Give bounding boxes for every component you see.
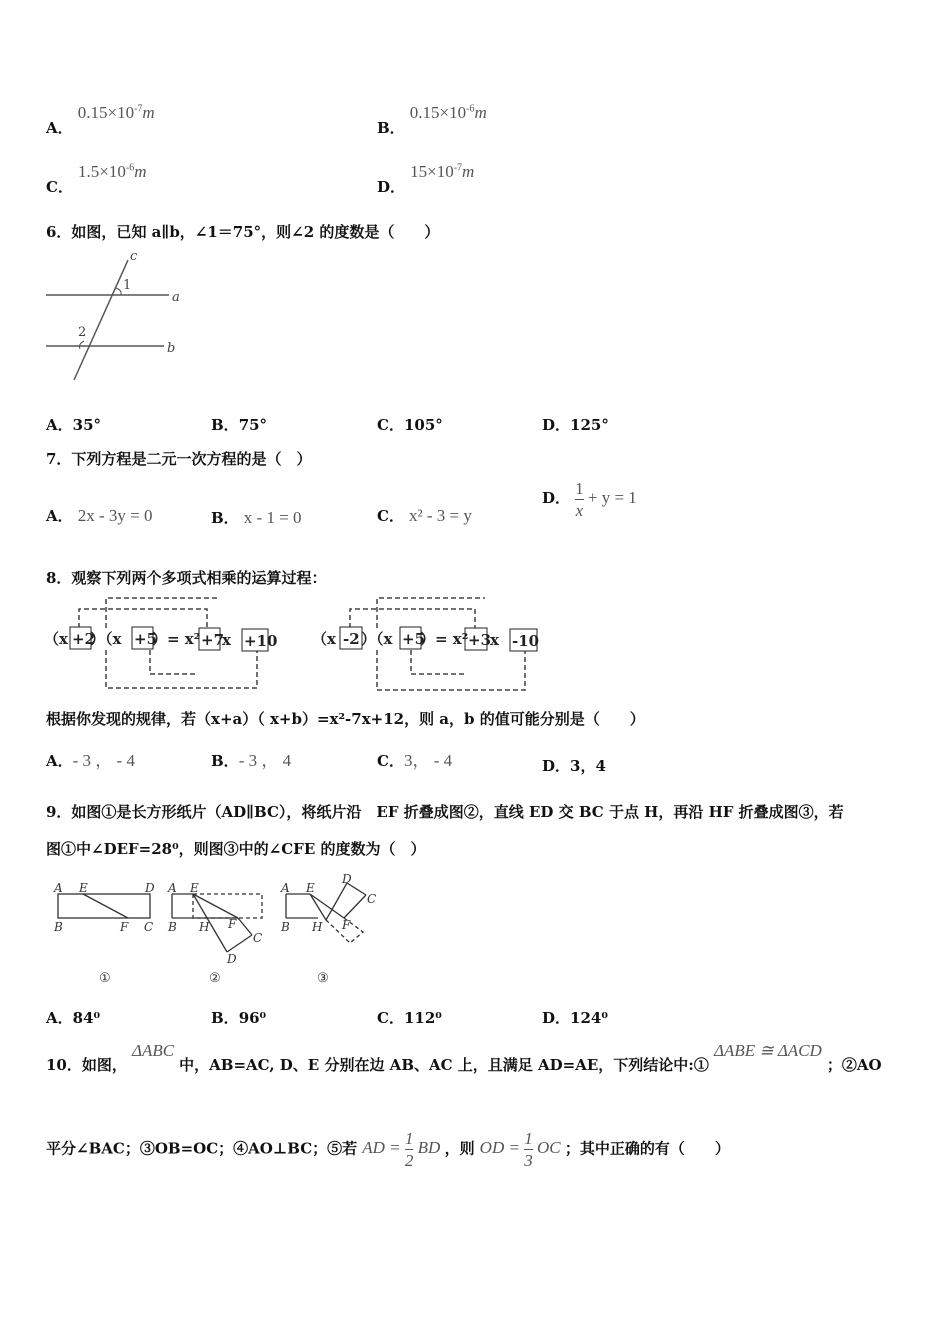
svg-text:（x: （x [44, 630, 68, 648]
svg-text:-10: -10 [512, 632, 540, 650]
q9-line2: 图①中∠DEF=28⁰，则图③中的∠CFE 的度数为（ ） [46, 840, 426, 858]
q8-option-d[interactable]: D．3，4 [542, 757, 606, 775]
svg-text:F: F [120, 920, 129, 934]
q10-line2: 平分∠BAC；③OB=OC；④AO⊥BC；⑤若 AD = $\frac{1}{2}$ BD ，则 OD = $\frac{1}{3}$ OC ；其中正确的有（ ） [46, 1129, 730, 1170]
svg-text:B: B [54, 920, 63, 934]
svg-text:D: D [227, 952, 237, 966]
q8-figure-1 [44, 594, 284, 694]
svg-text:E: E [79, 881, 88, 895]
q5-option-a[interactable] [46, 102, 155, 137]
svg-text:H: H [312, 920, 323, 934]
q7-option-a[interactable]: A． 2x - 3y = 0 [46, 506, 153, 525]
angle-1-label: 1 [123, 278, 132, 293]
svg-text:D: D [342, 872, 352, 886]
option-letter: A． [46, 119, 73, 137]
option-math: $0.15\times 10^{-6}m$ [409, 103, 487, 122]
label-a: a [172, 290, 180, 305]
svg-text:B: B [168, 920, 177, 934]
svg-text:（x: （x [312, 630, 336, 648]
svg-text:+3: +3 [468, 631, 492, 649]
q8-stem: 8．观察下列两个多项式相乘的运算过程： [46, 569, 327, 587]
q6-stem: 6．如图，已知 a∥b，∠1＝75°，则∠2 的度数是（ ） [46, 223, 440, 241]
svg-text:C: C [253, 931, 263, 945]
q9-figure [50, 870, 390, 990]
q9-option-a[interactable]: A．84⁰ [46, 1009, 101, 1027]
q8-option-a[interactable]: A．- 3 ， - 4 [46, 751, 135, 770]
option-letter: D． [377, 178, 406, 196]
q10-line1: 10．如图， ΔABC 中，AB=AC, D、E 分别在边 AB、AC 上，且满足 AD=AE，下列结论中:① ΔABE ≅ ΔACD ；②AO [46, 1041, 882, 1074]
svg-text:H: H [199, 920, 210, 934]
svg-text:x: x [222, 631, 231, 649]
svg-text:F: F [342, 918, 351, 932]
svg-text:D: D [145, 881, 155, 895]
q9-option-d[interactable]: D．124⁰ [542, 1009, 608, 1027]
option-math: $1.5\times 10^{-6}m$ [78, 162, 147, 181]
caption-2: ② [209, 971, 221, 986]
svg-text:）= x²: ）= x² [152, 630, 201, 648]
svg-text:A: A [168, 881, 177, 895]
q5-option-d[interactable] [377, 161, 475, 196]
svg-text:）（x: ）（x [90, 630, 122, 648]
svg-text:E: E [190, 881, 199, 895]
angle-2-label: 2 [78, 325, 87, 340]
svg-text:B: B [281, 920, 290, 934]
q6-option-b[interactable]: B．75° [211, 416, 268, 434]
q7-option-d[interactable]: D． $\frac{1}{x}$ + y = 1 [542, 479, 637, 520]
svg-text:+7: +7 [201, 631, 225, 649]
q7-stem: 7．下列方程是二元一次方程的是（ ） [46, 450, 312, 468]
q9-option-b[interactable]: B．96⁰ [211, 1009, 267, 1027]
q5-option-b[interactable] [377, 102, 487, 137]
caption-3: ③ [317, 971, 329, 986]
svg-text:A: A [281, 881, 290, 895]
label-b: b [167, 341, 176, 356]
svg-text:+10: +10 [244, 632, 278, 650]
q8-figure-2 [312, 594, 552, 694]
svg-text:A: A [54, 881, 63, 895]
svg-text:）= x²: ）= x² [420, 630, 469, 648]
caption-1: ① [99, 971, 111, 986]
q9-line1: 9．如图①是长方形纸片（AD∥BC），将纸片沿 EF 折叠成图②，直线 ED 交 BC 于点 H，再沿 HF 折叠成图③，若 [46, 803, 844, 821]
svg-text:C: C [144, 920, 154, 934]
q6-figure [44, 248, 194, 388]
svg-text:+2: +2 [72, 630, 96, 648]
option-math: $0.15\times 10^{-7}m$ [77, 103, 155, 122]
q6-option-a[interactable]: A．35° [46, 416, 102, 434]
q8-line2: 根据你发现的规律，若（x+a）（ x+b）=x²-7x+12，则 a，b 的值可能分别是（ ） [46, 710, 645, 728]
option-letter: C． [46, 178, 73, 196]
q8-option-b[interactable]: B．- 3 ， 4 [211, 751, 292, 770]
q7-option-b[interactable]: B． x - 1 = 0 [211, 508, 302, 527]
option-letter: B． [377, 119, 405, 137]
q6-option-d[interactable]: D．125° [542, 416, 609, 434]
q7-option-c[interactable]: C． x² - 3 = y [377, 506, 472, 525]
svg-text:C: C [367, 892, 377, 906]
svg-text:E: E [306, 881, 315, 895]
q5-option-c[interactable] [46, 161, 147, 196]
svg-text:）（x: ）（x [361, 630, 393, 648]
q6-option-c[interactable]: C．105° [377, 416, 443, 434]
option-math: $15\times 10^{-7}m$ [410, 162, 475, 181]
q8-option-c[interactable]: C．3， - 4 [377, 751, 453, 770]
svg-text:+5: +5 [134, 630, 158, 648]
q9-option-c[interactable]: C．112⁰ [377, 1009, 442, 1027]
label-c: c [130, 249, 138, 264]
svg-text:x: x [490, 631, 499, 649]
svg-text:F: F [228, 917, 237, 931]
svg-text:+5: +5 [402, 630, 426, 648]
svg-text:-2: -2 [343, 630, 360, 648]
